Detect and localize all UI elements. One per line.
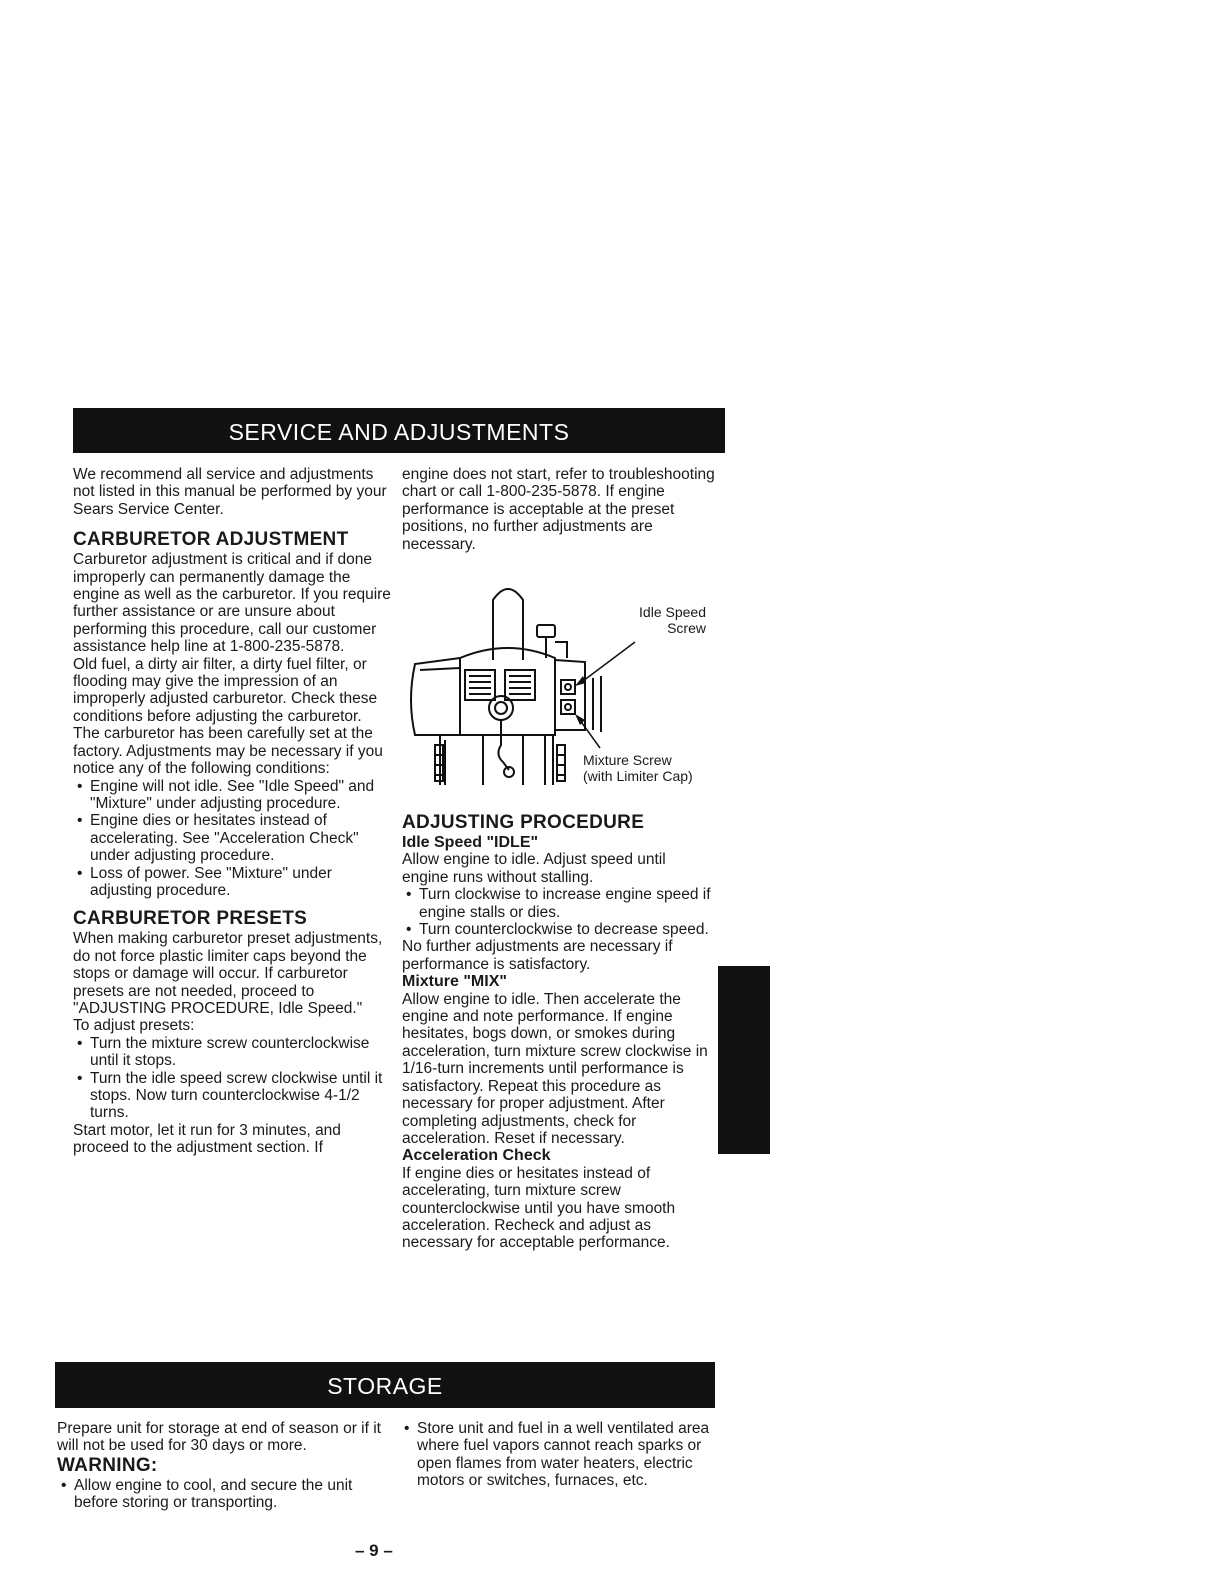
mixture-text: Allow engine to idle. Then accelerate the engine and note performance. If engine hesitates, bogs down, or smokes during acceleration, turn mixture screw clockwise in 1/16-turn increments until performance is satisfactory. Repeat this procedure as necessary for proper adjustment. After completing adjustments, check for acceleration. Reset if necessary. — [402, 990, 708, 1147]
carburetor-adjustment-heading: CARBURETOR ADJUSTMENT — [73, 529, 349, 551]
idle-speed-list — [402, 886, 714, 938]
storage-intro: Prepare unit for storage at end of season or if it will not be used for 30 days or more. — [57, 1420, 381, 1455]
carburetor-presets-text-continued: engine does not start, refer to troubleshooting chart or call 1-800-235-5878. If engine performance is acceptable at the preset positions, no further adjustments are necessary. — [402, 466, 715, 553]
service-column-right — [402, 466, 720, 553]
acceleration-check-text: If engine dies or hesitates instead of accelerating, turn mixture screw counterclockwise until you have smooth acceleration. Recheck and adjust as necessary for acceptable performance. — [402, 1164, 676, 1252]
carburetor-presets-text-3: Start motor, let it run for 3 minutes, and proceed to the adjustment section. If — [73, 1121, 341, 1157]
list-item: • Turn the mixture screw counterclockwise until it stops. — [73, 1035, 395, 1070]
storage-list-right — [400, 1420, 715, 1490]
storage-list-left — [57, 1477, 392, 1512]
idle-speed-text-2: No further adjustments are necessary if performance is satisfactory. — [402, 938, 673, 973]
service-intro: We recommend all service and adjustments not listed in this manual be performed by your Sears Service Center. — [73, 466, 387, 518]
storage-banner: STORAGE — [55, 1362, 715, 1408]
adjusting-procedure-section — [402, 812, 714, 1252]
list-item: • Engine will not idle. See "Idle Speed" and "Mixture" under adjusting procedure. — [73, 778, 395, 813]
mixture-screw-label: Mixture Screw — [583, 752, 672, 768]
section-tab-marker — [718, 966, 770, 1154]
carburetor-presets-text-2: To adjust presets: — [73, 1017, 195, 1035]
carburetor-adjustment-text-3: The carburetor has been carefully set at the factory. Adjustments may be necessary if you notice any of the following conditions: — [73, 725, 383, 778]
carburetor-presets-heading: CARBURETOR PRESETS — [73, 908, 308, 930]
service-banner: SERVICE AND ADJUSTMENTS — [73, 408, 725, 453]
list-item: • Loss of power. See "Mixture" under adjusting procedure. — [73, 865, 395, 900]
limiter-cap-label: (with Limiter Cap) — [583, 768, 693, 784]
condition-list — [73, 778, 395, 900]
mixture-heading: Mixture "MIX" — [402, 973, 507, 991]
carburetor-presets-text-1: When making carburetor preset adjustments, do not force plastic limiter caps beyond the stops or damage will occur. If carburetor presets are not needed, proceed to "ADJUSTING PROCEDURE, Idle Speed." — [73, 930, 383, 1017]
storage-column-right — [400, 1420, 715, 1490]
page-number: – 9 – — [355, 1541, 393, 1560]
preset-steps-list — [73, 1035, 395, 1122]
list-item: • Turn the idle speed screw clockwise until it stops. Now turn counterclockwise 4-1/2 turns. — [73, 1070, 395, 1122]
list-item: • Allow engine to cool, and secure the unit before storing or transporting. — [57, 1477, 392, 1512]
carburetor-adjustment-text-1: Carburetor adjustment is critical and if done improperly can permanently damage the engine as well as the carburetor. If you require further assistance or are unsure about performing this procedure, call our customer assistance help line at 1-800-235-5878. — [73, 551, 391, 656]
storage-column-left — [57, 1420, 392, 1512]
carburetor-adjustment-text-2: Old fuel, a dirty air filter, a dirty fuel filter, or flooding may give the impression of an improperly adjusted carburetor. Check these conditions before adjusting the carburetor. — [73, 655, 378, 725]
acceleration-check-heading: Acceleration Check — [402, 1147, 551, 1165]
idle-speed-text-1: Allow engine to idle. Adjust speed until engine runs without stalling. — [402, 851, 666, 886]
list-item: • Turn counterclockwise to decrease speed. — [402, 921, 714, 938]
list-item: • Store unit and fuel in a well ventilated area where fuel vapors cannot reach sparks or open flames from water heaters, electric motors or switches, furnaces, etc. — [400, 1420, 715, 1490]
list-item: • Engine dies or hesitates instead of accelerating. See "Acceleration Check" under adjusting procedure. — [73, 812, 395, 864]
service-column-left — [73, 466, 395, 1157]
list-item: • Turn clockwise to increase engine speed if engine stalls or dies. — [402, 886, 714, 921]
idle-speed-screw-label: Idle Speed Screw — [639, 604, 706, 636]
adjusting-procedure-heading: ADJUSTING PROCEDURE — [402, 812, 645, 833]
idle-speed-heading: Idle Speed "IDLE" — [402, 834, 539, 851]
warning-heading: WARNING: — [57, 1454, 158, 1476]
